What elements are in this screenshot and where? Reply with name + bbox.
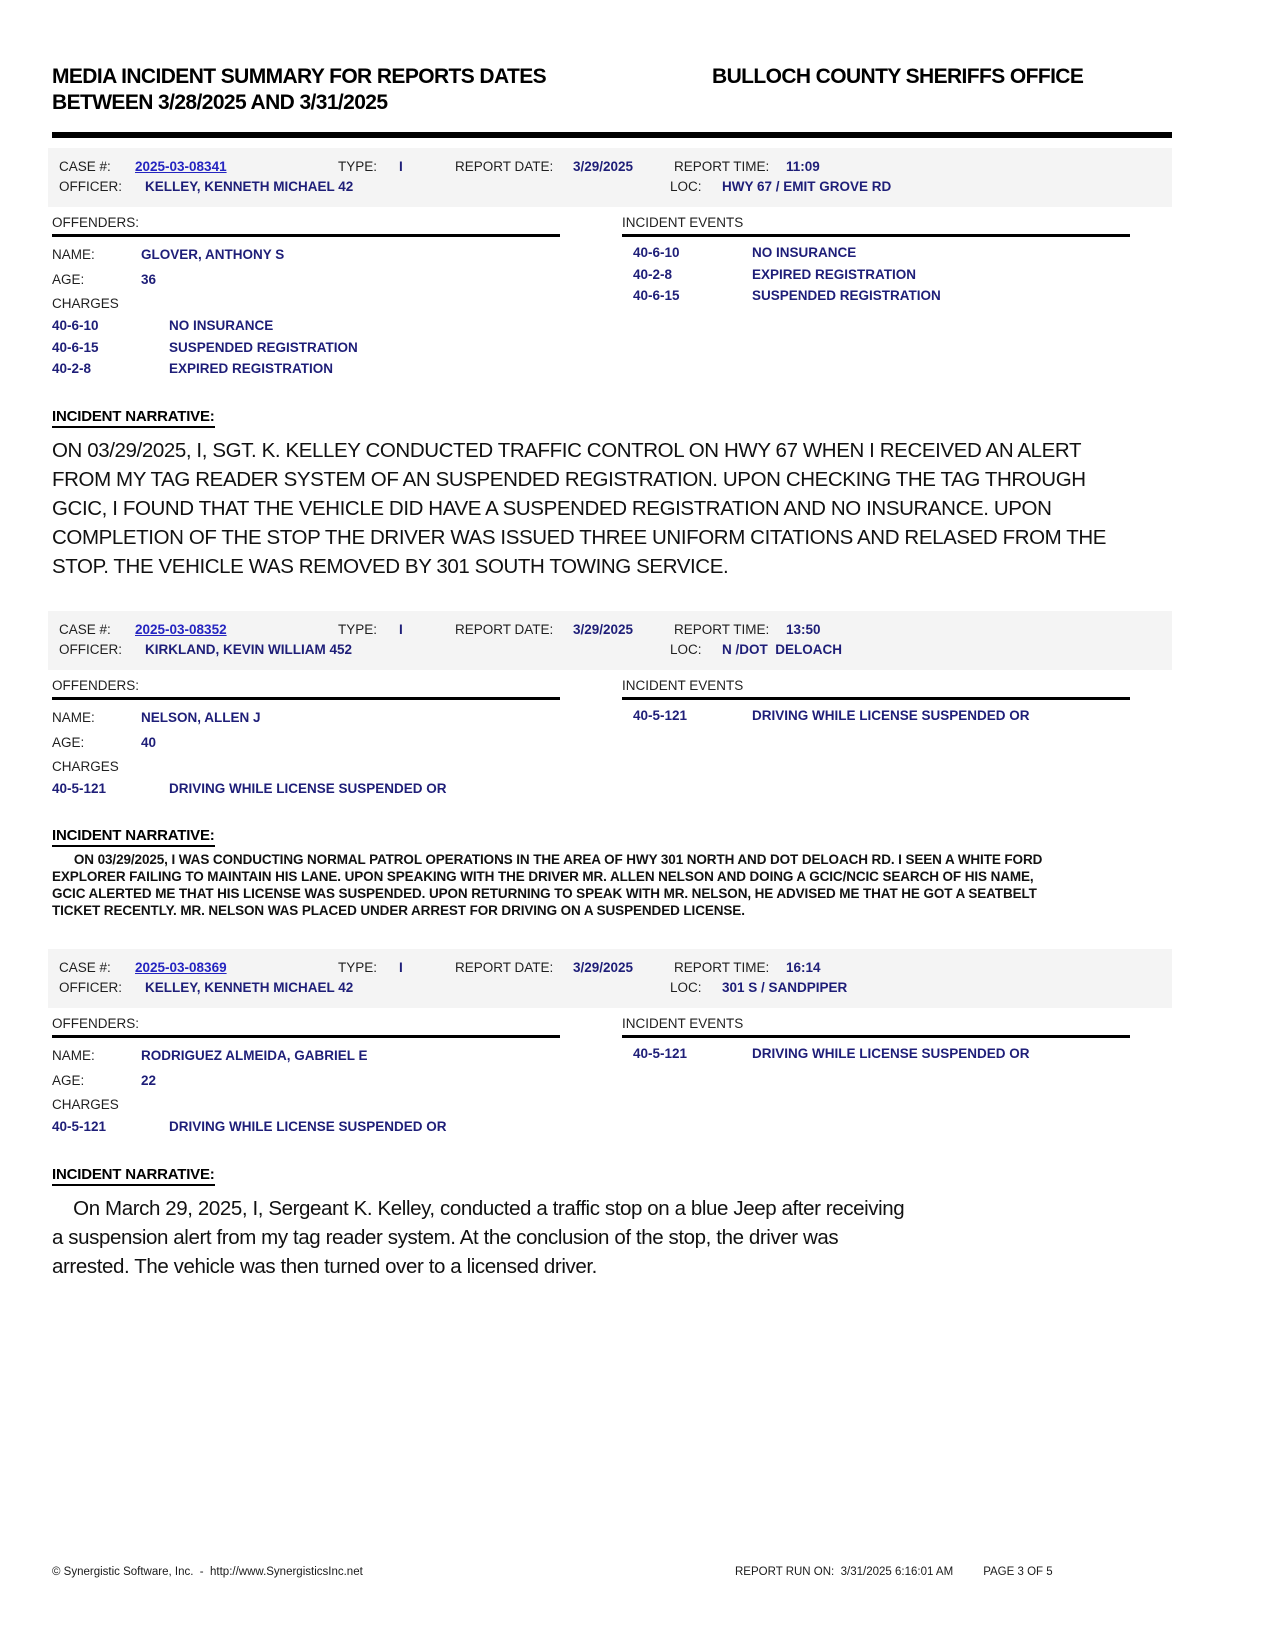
incident-events-heading: INCIDENT EVENTS [622,676,1130,700]
case-header-row2 [59,640,1172,660]
offenders-heading: OFFENDERS: [52,1014,560,1038]
name-label: NAME: [52,1048,95,1063]
offenders-heading: OFFENDERS: [52,213,560,237]
report-time-value: 16:14 [786,960,821,975]
charge-code: 40-6-10 [52,318,99,333]
case-block-3 [52,949,1172,1281]
report-date-value: 3/29/2025 [573,159,634,174]
case-number-link[interactable]: 2025-03-08341 [135,159,227,174]
case-header-band [48,949,1172,1008]
offender-age: 40 [141,734,157,750]
type-label: TYPE: [338,960,378,975]
report-time-label: REPORT TIME: [674,621,770,637]
report-time-value: 13:50 [786,621,821,637]
loc-value: HWY 67 / EMIT GROVE RD [722,179,892,194]
offenders-column [52,1014,560,1138]
officer-value: KELLEY, KENNETH MICHAEL 42 [145,980,354,995]
incident-events-column [622,1014,1172,1065]
case-columns [52,676,1172,800]
document-header [52,64,1172,116]
loc-value: 301 S / SANDPIPER [722,980,848,995]
loc-value: N /DOT DELOACH [722,641,842,657]
incident-events-heading: INCIDENT EVENTS [622,213,1130,237]
case-number-link[interactable]: 2025-03-08352 [135,621,227,637]
loc-label: LOC: [670,641,702,657]
narrative-line: GCIC, I FOUND THAT THE VEHICLE DID HAVE A SUSPENDED REGISTRATION AND NO INSURANCE. UPON [52,496,1052,520]
event-desc: EXPIRED REGISTRATION [752,266,917,282]
narrative-line: STOP. THE VEHICLE WAS REMOVED BY 301 SOUTH TOWING SERVICE. [52,554,729,578]
report-date-value: 3/29/2025 [573,621,634,637]
incident-narrative-text [52,851,1172,919]
incident-narrative-heading: INCIDENT NARRATIVE: [52,1166,215,1186]
page-footer [52,1566,1172,1614]
report-content [52,0,1172,1281]
case-number-link[interactable]: 2025-03-08369 [135,960,227,975]
offender-age-row [52,267,560,292]
report-title [52,64,712,116]
narrative-line: FROM MY TAG READER SYSTEM OF AN SUSPENDED REGISTRATION. UPON CHECKING THE TAG THROUGH [52,467,1086,491]
case-header-band [48,611,1172,670]
event-code: 40-6-10 [633,245,680,260]
charge-row [52,315,560,337]
narrative-line: COMPLETION OF THE STOP THE DRIVER WAS ISSUED THREE UNIFORM CITATIONS AND RELASED FROM THE [52,525,1107,549]
event-row [633,1043,1172,1065]
footer-page-number: PAGE 3 OF 5 [983,1566,1053,1578]
incident-narrative-text [52,1194,1172,1281]
report-date-label: REPORT DATE: [455,621,554,637]
narrative-line: EXPLORER FAILING TO MAINTAIN HIS LANE. UPON SPEAKING WITH THE DRIVER MR. ALLEN NELSON AND DOING A GCIC/NCIC SEARCH OF HIS NAME, [52,869,1034,884]
footer-right-group [735,1566,1053,1578]
event-code: 40-6-15 [633,288,680,303]
narrative-line: ON 03/29/2025, I, SGT. K. KELLEY CONDUCTED TRAFFIC CONTROL ON HWY 67 WHEN I RECEIVED AN ALERT [52,438,1082,462]
event-row [633,242,1172,264]
report-title-line2: BETWEEN 3/28/2025 AND 3/31/2025 [52,91,388,114]
officer-value: KELLEY, KENNETH MICHAEL 42 [145,179,354,194]
offenders-column [52,213,560,380]
charge-code: 40-2-8 [52,361,92,376]
name-label: NAME: [52,247,95,262]
event-desc: NO INSURANCE [752,245,857,260]
report-date-label: REPORT DATE: [455,159,554,174]
footer-copyright: © Synergistic Software, Inc. - http://www.SynergisticsInc.net [52,1566,363,1578]
footer-report-run: REPORT RUN ON: 3/31/2025 6:16:01 AM [735,1566,954,1578]
officer-label: OFFICER: [59,179,122,194]
charge-row [52,1116,560,1138]
offender-name-row [52,242,560,267]
narrative-line: a suspension alert from my tag reader system. At the conclusion of the stop, the driver was [52,1225,839,1249]
header-divider [52,132,1172,138]
narrative-line: TICKET RECENTLY. MR. NELSON WAS PLACED UNDER ARREST FOR DRIVING ON A SUSPENDED LICENSE. [52,903,745,918]
offender-age: 36 [141,272,157,287]
name-label: NAME: [52,709,95,725]
charge-desc: NO INSURANCE [169,318,274,333]
type-value: I [399,960,403,975]
event-desc: DRIVING WHILE LICENSE SUSPENDED OR [752,1046,1030,1061]
case-header-row2 [59,978,1172,998]
report-date-value: 3/29/2025 [573,960,634,975]
charge-desc: DRIVING WHILE LICENSE SUSPENDED OR [169,780,447,796]
charge-row [52,337,560,359]
offenders-column [52,676,560,800]
loc-label: LOC: [670,980,702,995]
type-label: TYPE: [338,621,378,637]
age-label: AGE: [52,734,85,750]
event-row [633,285,1172,307]
offender-age-row [52,1068,560,1093]
charge-row [52,778,560,800]
report-title-line1: MEDIA INCIDENT SUMMARY FOR REPORTS DATES [52,65,547,88]
offender-age: 22 [141,1073,157,1088]
case-number-label: CASE #: [59,960,111,975]
event-code: 40-5-121 [633,707,688,723]
charge-code: 40-6-15 [52,339,99,355]
officer-label: OFFICER: [59,980,122,995]
offender-name-row [52,1043,560,1068]
event-desc: DRIVING WHILE LICENSE SUSPENDED OR [752,707,1030,723]
incident-events-heading: INCIDENT EVENTS [622,1014,1130,1038]
charge-code: 40-5-121 [52,780,107,796]
age-label: AGE: [52,1073,85,1088]
case-number-label: CASE #: [59,621,111,637]
case-header-row1 [59,620,1172,640]
charge-desc: SUSPENDED REGISTRATION [169,339,358,355]
offender-name: RODRIGUEZ ALMEIDA, GABRIEL E [141,1048,368,1063]
age-label: AGE: [52,272,85,287]
agency-title: BULLOCH COUNTY SHERIFFS OFFICE [712,65,1084,88]
case-columns [52,213,1172,380]
offender-name: NELSON, ALLEN J [141,709,261,725]
incident-narrative-heading: INCIDENT NARRATIVE: [52,827,215,847]
case-block-1 [52,148,1172,581]
offender-age-row [52,730,560,755]
case-header-band [48,148,1172,207]
loc-label: LOC: [670,179,702,194]
report-date-label: REPORT DATE: [455,960,554,975]
event-code: 40-5-121 [633,1046,688,1061]
case-block-2 [52,611,1172,920]
narrative-line: On March 29, 2025, I, Sergeant K. Kelley, conducted a traffic stop on a blue Jeep after receiving [52,1196,905,1220]
report-time-label: REPORT TIME: [674,159,770,174]
report-time-value: 11:09 [786,159,820,174]
incident-narrative-heading: INCIDENT NARRATIVE: [52,408,215,428]
case-header-row1 [59,157,1172,177]
charge-desc: EXPIRED REGISTRATION [169,361,334,376]
charge-desc: DRIVING WHILE LICENSE SUSPENDED OR [169,1119,447,1134]
event-row [633,264,1172,286]
incident-events-column [622,213,1172,307]
offenders-heading: OFFENDERS: [52,676,560,700]
event-desc: SUSPENDED REGISTRATION [752,288,941,303]
offender-name: GLOVER, ANTHONY S [141,247,285,262]
report-time-label: REPORT TIME: [674,960,770,975]
narrative-line: arrested. The vehicle was then turned over to a licensed driver. [52,1254,597,1278]
narrative-line: GCIC ALERTED ME THAT HIS LICENSE WAS SUSPENDED. UPON RETURNING TO SPEAK WITH MR. NELSON, HE ADVISED ME THAT HE GOT A SEATBELT [52,886,1037,901]
case-columns [52,1014,1172,1138]
case-header-row1 [59,958,1172,978]
type-label: TYPE: [338,159,378,174]
offender-name-row [52,705,560,730]
event-code: 40-2-8 [633,266,673,282]
charge-row [52,358,560,380]
charges-heading: CHARGES [52,1097,119,1112]
type-value: I [399,159,403,174]
incident-events-column [622,676,1172,727]
officer-label: OFFICER: [59,641,122,657]
charge-code: 40-5-121 [52,1119,107,1134]
type-value: I [399,621,403,637]
narrative-line: ON 03/29/2025, I WAS CONDUCTING NORMAL PATROL OPERATIONS IN THE AREA OF HWY 301 NORTH AND DOT DELOACH RD. I SEEN A WHITE FORD [52,852,1043,867]
officer-value: KIRKLAND, KEVIN WILLIAM 452 [145,641,353,657]
event-row [633,705,1172,727]
incident-narrative-text [52,436,1172,581]
charges-heading: CHARGES [52,758,119,774]
case-header-row2 [59,177,1172,197]
case-number-label: CASE #: [59,159,111,174]
charges-heading: CHARGES [52,296,119,311]
